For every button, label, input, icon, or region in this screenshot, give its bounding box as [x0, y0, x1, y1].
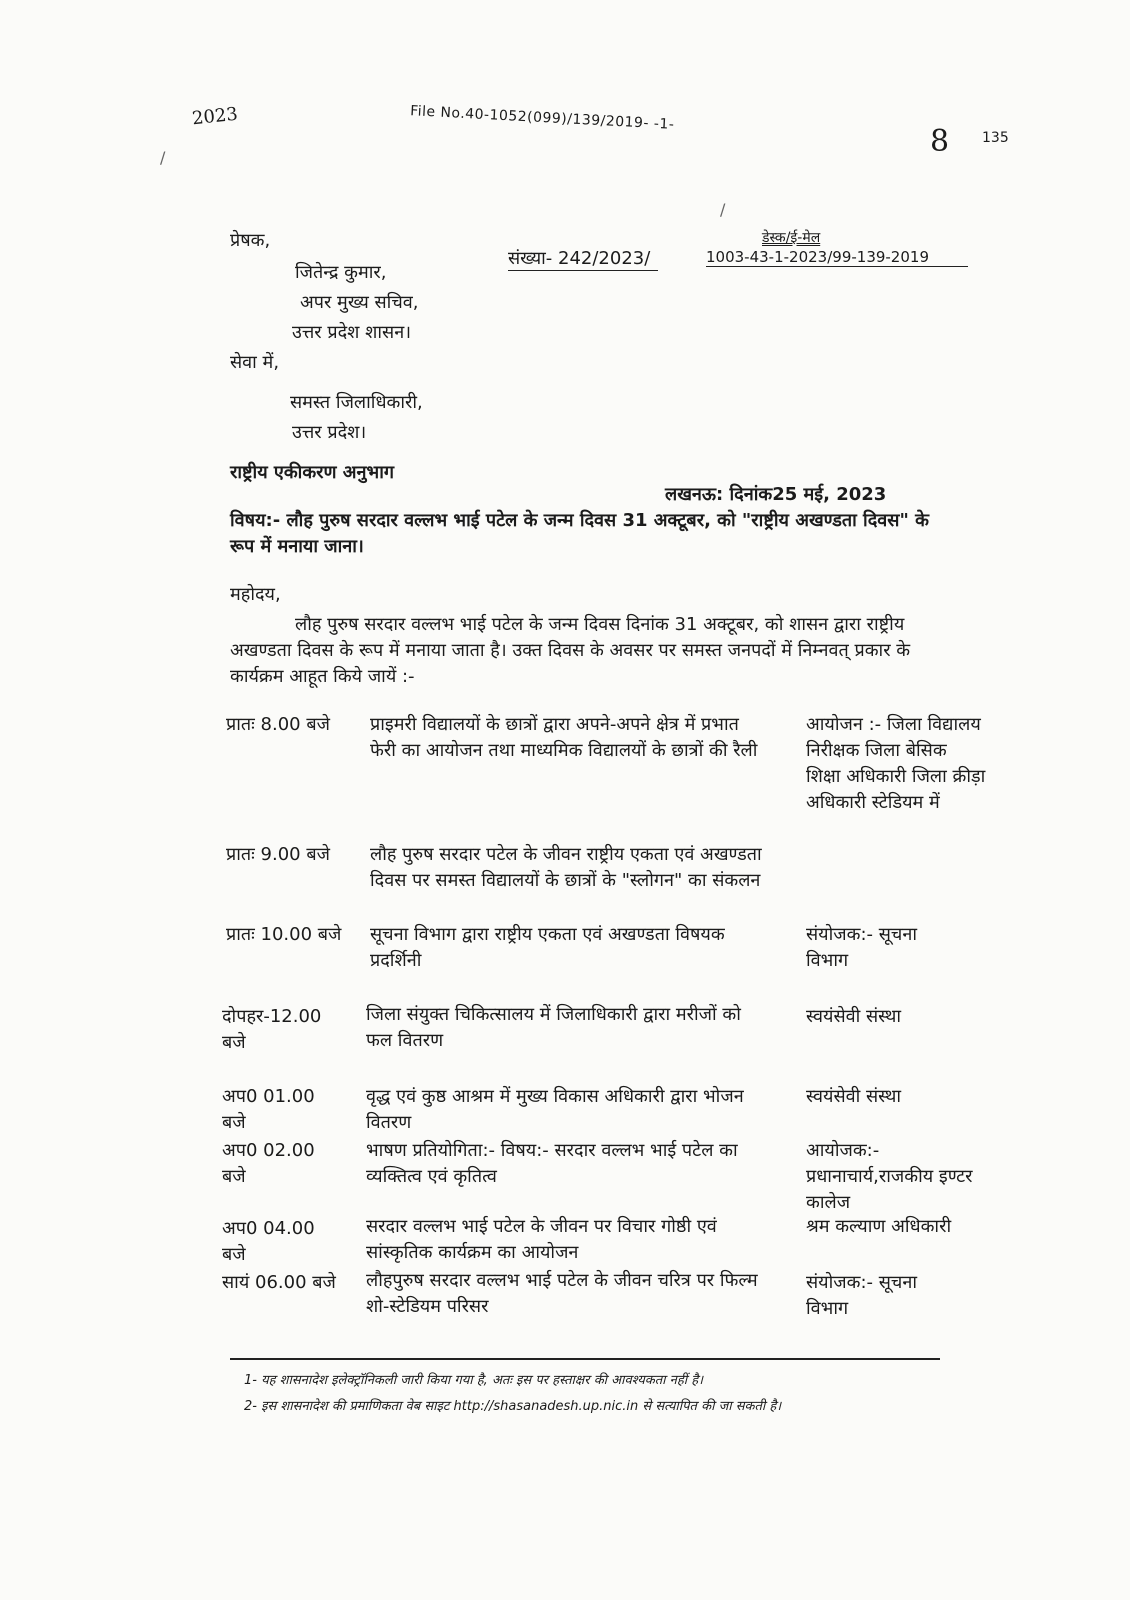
- schedule-organizer: संयोजक:- सूचना विभाग: [806, 924, 917, 971]
- schedule-organizer: आयोजक:- प्रधानाचार्य,राजकीय इण्टर कालेज: [806, 1140, 973, 1213]
- recipient-line2: उत्तर प्रदेश।: [292, 422, 367, 443]
- schedule-time: अप0 02.00 बजे: [222, 1140, 315, 1187]
- year-mark: 2023: [191, 103, 239, 130]
- schedule-organizer: स्वयंसेवी संस्था: [806, 1086, 901, 1107]
- schedule-time: प्रातः 9.00 बजे: [226, 844, 330, 865]
- recipient-line1: समस्त जिलाधिकारी,: [290, 392, 423, 413]
- sender-designation: अपर मुख्य सचिव,: [300, 292, 419, 313]
- schedule-activity: सरदार वल्लभ भाई पटेल के जीवन पर विचार गोष्ठी एवं सांस्कृतिक कार्यक्रम का आयोजन: [366, 1216, 717, 1263]
- recipient-label: सेवा में,: [230, 352, 280, 373]
- page-mark: 8: [930, 124, 950, 159]
- schedule-organizer: संयोजक:- सूचना विभाग: [806, 1272, 917, 1319]
- reference-number: संख्या- 242/2023/: [508, 246, 658, 271]
- schedule-time: अप0 01.00 बजे: [222, 1086, 315, 1133]
- schedule-organizer: आयोजन :- जिला विद्यालय निरीक्षक जिला बेसिक शिक्षा अधिकारी जिला क्रीड़ा अधिकारी स्टेडियम में: [806, 714, 986, 813]
- sender-office: उत्तर प्रदेश शासन।: [292, 322, 412, 343]
- stray-mark: /: [720, 200, 726, 219]
- date-line: लखनऊ: दिनांक25 मई, 2023: [665, 484, 887, 505]
- schedule-time: प्रातः 8.00 बजे: [226, 714, 330, 735]
- sender-label: प्रेषक,: [230, 230, 271, 251]
- footer-divider: [230, 1358, 940, 1360]
- schedule-activity: लौह पुरुष सरदार पटेल के जीवन राष्ट्रीय एकता एवं अखण्डता दिवस पर समस्त विद्यालयों के छात्रों के "स्लोगन" का संकलन: [370, 844, 762, 891]
- schedule-organizer: स्वयंसेवी संस्था: [806, 1006, 901, 1027]
- body-paragraph: लौह पुरुष सरदार वल्लभ भाई पटेल के जन्म दिवस दिनांक 31 अक्टूबर, को शासन द्वारा राष्ट्रीय अखण्डता दिवस के रूप में मनाया जाता है। उक्त दिवस के अवसर पर समस्त जनपदों में निम्नवत् प्रकार के कार्यक्रम आहूत किये जायें :-: [230, 614, 911, 687]
- schedule-activity: जिला संयुक्त चिकित्सालय में जिलाधिकारी द्वारा मरीजों को फल वितरण: [366, 1004, 741, 1051]
- page-number: 135: [982, 130, 1009, 146]
- schedule-activity: वृद्ध एवं कुष्ठ आश्रम में मुख्य विकास अधिकारी द्वारा भोजन वितरण: [366, 1086, 744, 1133]
- schedule-organizer: श्रम कल्याण अधिकारी: [806, 1216, 952, 1237]
- schedule-activity: सूचना विभाग द्वारा राष्ट्रीय एकता एवं अखण्डता विषयक प्रदर्शिनी: [370, 924, 725, 971]
- schedule-activity: प्राइमरी विद्यालयों के छात्रों द्वारा अपने-अपने क्षेत्र में प्रभात फेरी का आयोजन तथा माध्यमिक विद्यालयों के छात्रों की रैली: [370, 714, 758, 761]
- schedule-time: अप0 04.00 बजे: [222, 1218, 315, 1265]
- reference-desk: डेस्क/ई-मेल: [762, 230, 821, 246]
- schedule-activity: लौहपुरुष सरदार वल्लभ भाई पटेल के जीवन चरित्र पर फिल्म शो-स्टेडियम परिसर: [366, 1270, 758, 1317]
- schedule-activity: भाषण प्रतियोगिता:- विषय:- सरदार वल्लभ भाई पटेल का व्यक्तित्व एवं कृतित्व: [366, 1140, 738, 1187]
- stray-mark: /: [160, 148, 166, 167]
- sender-name: जितेन्द्र कुमार,: [295, 262, 387, 283]
- schedule-time: दोपहर-12.00 बजे: [222, 1006, 322, 1053]
- schedule-time: प्रातः 10.00 बजे: [226, 924, 342, 945]
- section-name: राष्ट्रीय एकीकरण अनुभाग: [230, 462, 395, 483]
- reference-file: 1003-43-1-2023/99-139-2019: [706, 248, 968, 267]
- footnote-1: 1- यह शासनादेश इलेक्ट्रॉनिकली जारी किया गया है, अतः इस पर हस्ताक्षर की आवश्यकता नहीं है।: [244, 1373, 704, 1388]
- schedule-time: सायं 06.00 बजे: [222, 1272, 336, 1293]
- subject-line: विषय:- लौह पुरुष सरदार वल्लभ भाई पटेल के जन्म दिवस 31 अक्टूबर, को "राष्ट्रीय अखण्डता दिवस" के रूप में मनाया जाना।: [230, 510, 929, 557]
- file-number: File No.40-1052(099)/139/2019- -1-: [409, 103, 675, 133]
- footnote-2: 2- इस शासनादेश की प्रमाणिकता वेब साइट http://shasanadesh.up.nic.in से सत्यापित की जा सकती है।: [244, 1399, 782, 1414]
- salutation: महोदय,: [230, 584, 281, 605]
